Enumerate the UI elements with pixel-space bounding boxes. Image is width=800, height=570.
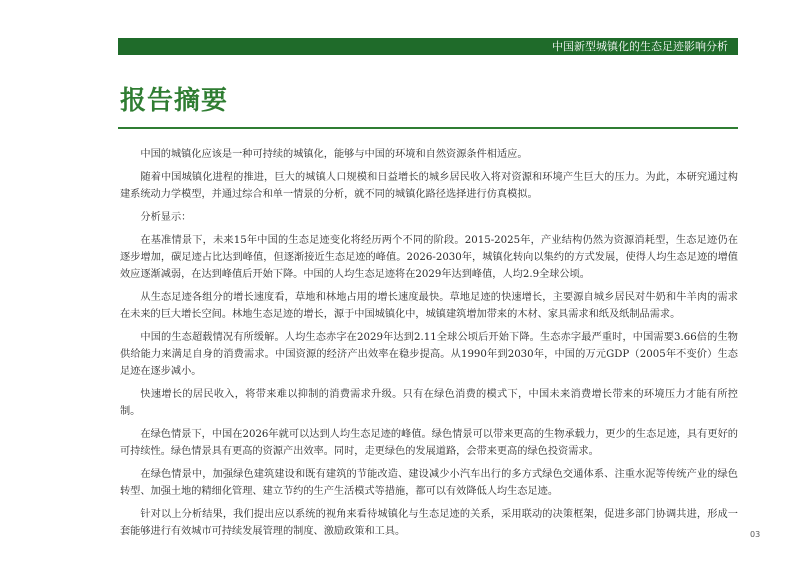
paragraph: 在绿色情景下，中国在2026年就可以达到人均生态足迹的峰值。绿色情景可以带来更高的生物承载力，更少的生态足迹，具有更好的可持续性。绿色情景具有更高的资源产出效率。同时，走更绿色的发展道路，会带来更高的绿色投资需求。	[120, 429, 738, 457]
paragraph: 在绿色情景中，加强绿色建筑建设和既有建筑的节能改造、建设减少小汽车出行的多方式绿色交通体系、注重水泥等传统产业的绿色转型、加强土地的精细化管理、建立节约的生产生活模式等措施，都可以有效降低人均生态足迹。	[120, 469, 738, 497]
report-title: 中国新型城镇化的生态足迹影响分析	[552, 40, 728, 53]
paragraph: 快速增长的居民收入，将带来难以抑制的消费需求升级。只有在绿色消费的模式下，中国未来消费增长带来的环境压力才能有所控制。	[120, 389, 738, 417]
title-divider	[118, 127, 738, 129]
header-bar	[118, 38, 738, 55]
paragraph: 在基准情景下，未来15年中国的生态足迹变化将经历两个不同的阶段。2015-2025年，产业结构仍然为资源消耗型，生态足迹仍在逐步增加，碳足迹占比达到峰值，但逐渐接近生态足迹的峰值。2026-2030年，城镇化转向以集约的方式发展，使得人均生态足迹的增值效应逐渐减弱，在达到峰值后开始下降。中国的人均生态足迹将在2029年达到峰值，人均2.9全球公顷。	[120, 235, 738, 280]
paragraph: 中国的城镇化应该是一种可持续的城镇化，能够与中国的环境和自然资源条件相适应。	[140, 149, 528, 160]
paragraph: 分析显示：	[140, 212, 192, 223]
paragraph: 针对以上分析结果，我们提出应以系统的视角来看待城镇化与生态足迹的关系，采用联动的决策框架，促进多部门协调共进，形成一套能够进行有效城市可持续发展管理的制度、激励政策和工具。	[120, 509, 738, 537]
page-number: 03	[750, 530, 761, 539]
summary-body	[120, 146, 738, 546]
paragraph: 随着中国城镇化进程的推进，巨大的城镇人口规模和日益增长的城乡居民收入将对资源和环境产生巨大的压力。为此，本研究通过构建系统动力学模型，并通过综合和单一情景的分析，就不同的城镇化路径选择进行仿真模拟。	[120, 172, 738, 200]
paragraph: 中国的生态超载情况有所缓解。人均生态赤字在2029年达到2.11全球公顷后开始下降。生态赤字最严重时，中国需要3.66倍的生物供给能力来满足自身的消费需求。中国资源的经济产出效率在稳步提高。从1990年到2030年，中国的万元GDP（2005年不变价）生态足迹在逐步减小。	[120, 332, 738, 377]
section-title: 报告摘要	[120, 86, 229, 116]
paragraph: 从生态足迹各组分的增长速度看，草地和林地占用的增长速度最快。草地足迹的快速增长，主要源自城乡居民对牛奶和牛羊肉的需求在未来的巨大增长空间。林地生态足迹的增长，源于中国城镇化中，城镇建筑增加带来的木材、家具需求和纸及纸制品需求。	[120, 292, 738, 320]
